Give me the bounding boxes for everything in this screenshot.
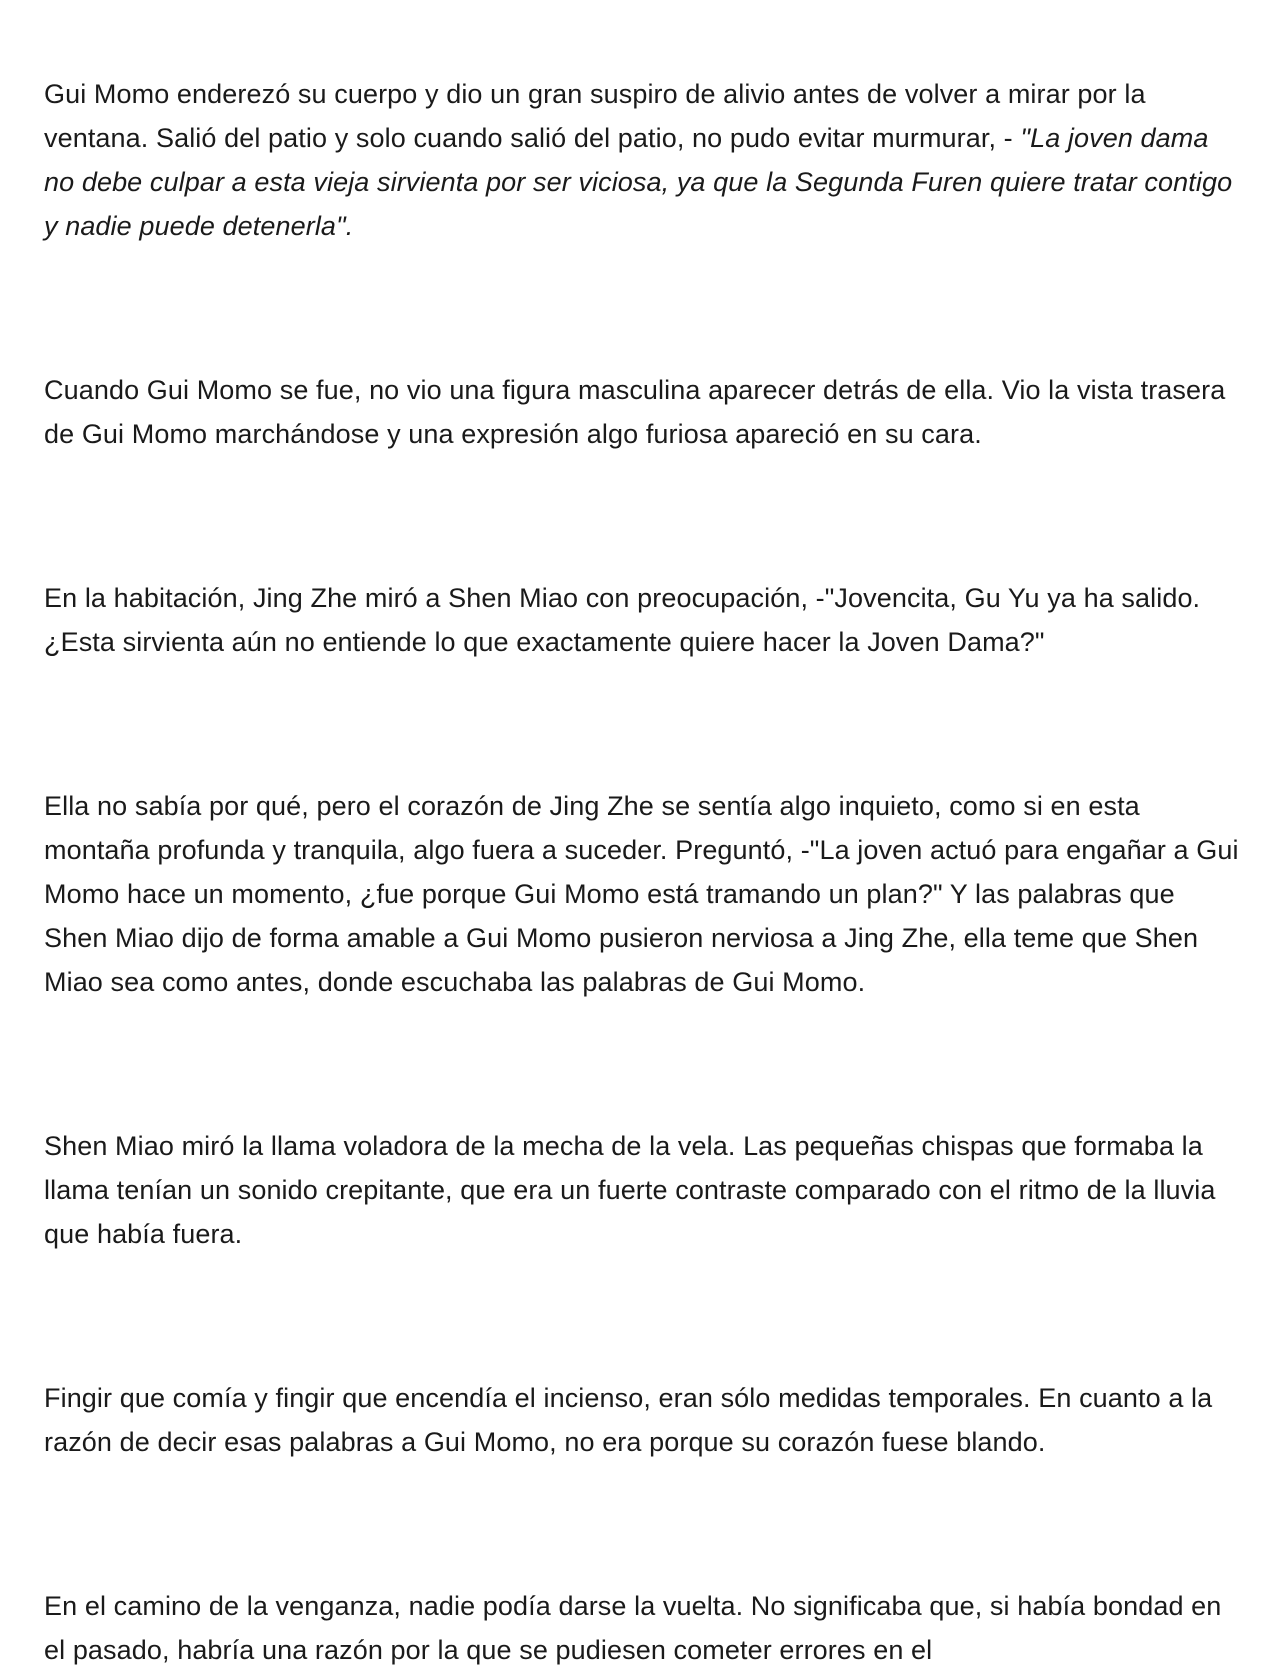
paragraph-4-text: Ella no sabía por qué, pero el corazón de Jing Zhe se sentía algo inquieto, como si en esta montaña profunda y tranquila, algo fuera a suceder. Preguntó, -"La joven actuó para engañar a Gui Momo hace un momento, ¿fue porque Gui Momo está tramando un plan?" Y las palabras que Shen Miao dijo de forma amable a Gui Momo pusieron nerviosa a Jing Zhe, ella teme que Shen Miao sea como antes, donde escuchaba las palabras de Gui Momo. [44, 791, 1239, 997]
paragraph-3 [44, 576, 1244, 664]
paragraph-7 [44, 1584, 1244, 1672]
paragraph-1-italic-quote: "La joven dama no debe culpar a esta vieja sirvienta por ser viciosa, ya que la Segunda Furen quiere tratar contigo y nadie puede detenerla". [44, 123, 1233, 241]
paragraph-4 [44, 784, 1244, 1004]
paragraph-2-text: Cuando Gui Momo se fue, no vio una figura masculina aparecer detrás de ella. Vio la vista trasera de Gui Momo marchándose y una expresión algo furiosa apareció en su cara. [44, 375, 1226, 449]
paragraph-1 [44, 72, 1244, 248]
paragraph-1-text: Gui Momo enderezó su cuerpo y dio un gran suspiro de alivio antes de volver a mirar por la ventana. Salió del patio y solo cuando salió del patio, no pudo evitar murmurar, - [44, 79, 1146, 153]
paragraph-6 [44, 1376, 1244, 1464]
document-body [44, 72, 1244, 1672]
paragraph-2 [44, 368, 1244, 456]
paragraph-5-text: Shen Miao miró la llama voladora de la mecha de la vela. Las pequeñas chispas que formaba la llama tenían un sonido crepitante, que era un fuerte contraste comparado con el ritmo de la lluvia que había fuera. [44, 1131, 1216, 1249]
paragraph-3-text: En la habitación, Jing Zhe miró a Shen Miao con preocupación, -"Jovencita, Gu Yu ya ha salido. ¿Esta sirvienta aún no entiende lo que exactamente quiere hacer la Joven Dama?" [44, 583, 1201, 657]
paragraph-6-text: Fingir que comía y fingir que encendía el incienso, eran sólo medidas temporales. En cuanto a la razón de decir esas palabras a Gui Momo, no era porque su corazón fuese blando. [44, 1383, 1213, 1457]
paragraph-7-text: En el camino de la venganza, nadie podía darse la vuelta. No significaba que, si había bondad en el pasado, habría una razón por la que se pudiesen cometer errores en el [44, 1591, 1222, 1665]
paragraph-5 [44, 1124, 1244, 1256]
